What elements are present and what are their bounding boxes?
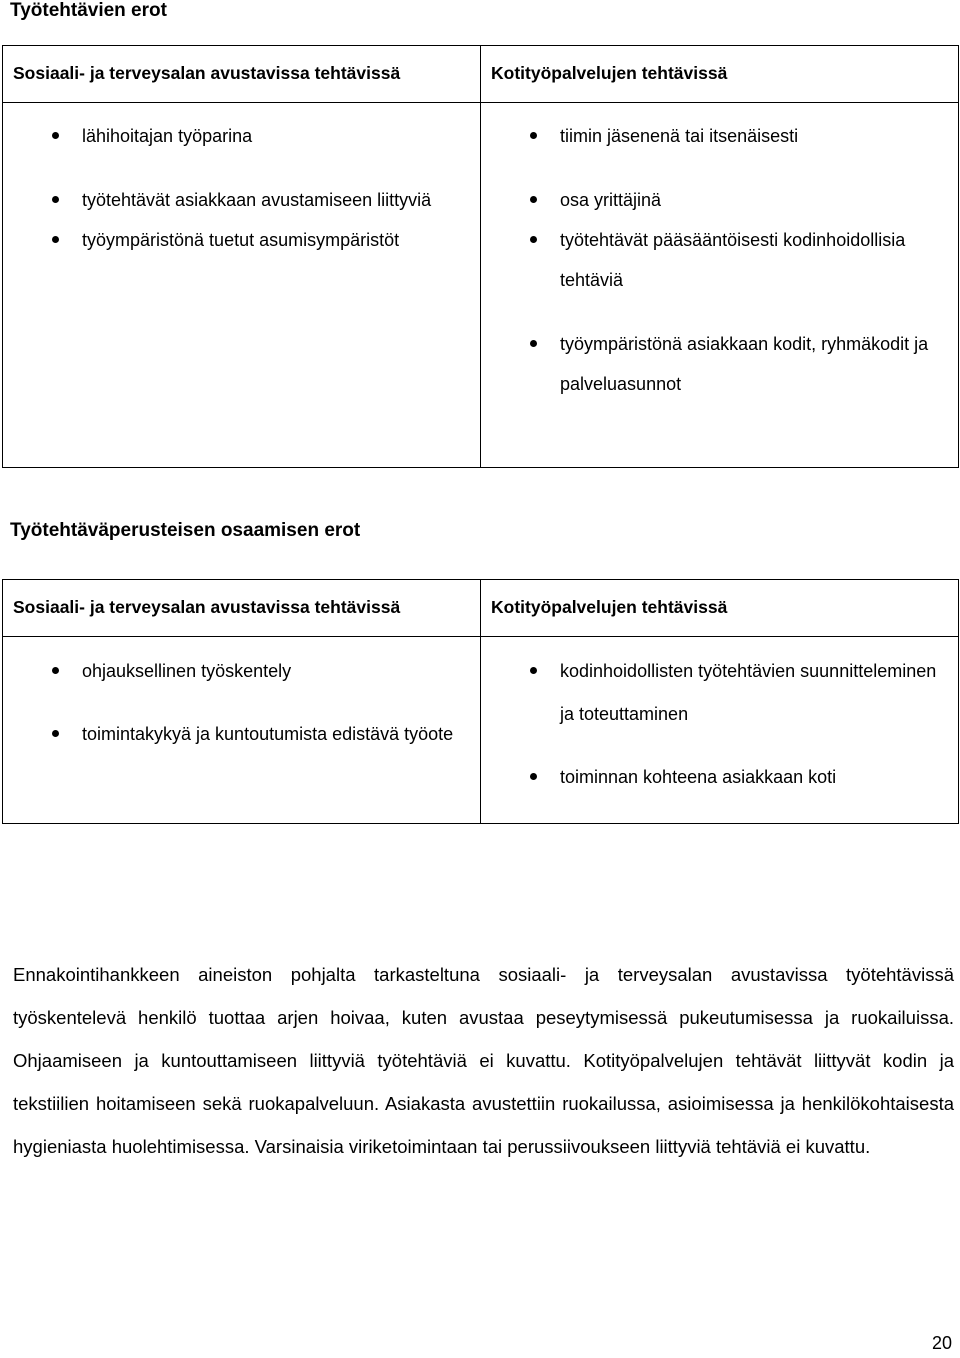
list-item: toimintakykyä ja kuntoutumista edistävä työote: [3, 713, 480, 756]
list-item: työympäristönä tuetut asumisympäristöt: [3, 220, 480, 260]
table-header-social-health: Sosiaali- ja terveysalan avustavissa tehtävissä: [3, 580, 481, 637]
competence-comparison-table: [2, 579, 959, 824]
list-item: kodinhoidollisten työtehtävien suunnitteleminen ja toteuttaminen: [481, 650, 958, 736]
section-title-competence: Työtehtäväperusteisen osaamisen erot: [10, 520, 361, 541]
table-header-social-health: Sosiaali- ja terveysalan avustavissa tehtävissä: [3, 46, 481, 103]
table-cell-social-health: [3, 637, 481, 824]
page-number: 20: [931, 1333, 952, 1353]
table-header-home-services: Kotityöpalvelujen tehtävissä: [481, 580, 959, 637]
list-item: osa yrittäjinä: [481, 180, 958, 220]
table-header-home-services: Kotityöpalvelujen tehtävissä: [481, 46, 959, 103]
list-item: toiminnan kohteena asiakkaan koti: [481, 756, 958, 799]
section-title-tasks: Työtehtävien erot: [10, 0, 167, 21]
tasks-comparison-table: [2, 45, 959, 468]
list-item: tiimin jäsenenä tai itsenäisesti: [481, 116, 958, 156]
body-paragraph: Ennakointihankkeen aineiston pohjalta tarkasteltuna sosiaali- ja terveysalan avustavissa työtehtävissä työskentelevä henkilö tuottaa arjen hoivaa, kuten avustaa peseytymisessä pukeutumisessa ja ruokailuissa. Ohjaamiseen ja kuntouttamiseen liittyviä työtehtäviä ei kuvattu. Kotityöpalvelujen tehtävät liittyvät kodin ja tekstiilien hoitamiseen sekä ruokapalveluun. Asiakasta avustettiin ruokailussa, asioimisessa ja henkilökohtaisesta hygieniasta huolehtimisessa. Varsinaisia viriketoimintaan tai perussiivoukseen liittyviä tehtäviä ei kuvattu.: [13, 963, 954, 1157]
list-item: ohjauksellinen työskentely: [3, 650, 480, 693]
table-cell-social-health: [3, 103, 481, 468]
list-item: työtehtävät pääsääntöisesti kodinhoidollisia tehtäviä: [481, 220, 958, 300]
table-cell-home-services: [481, 103, 959, 468]
list-item: työtehtävät asiakkaan avustamiseen liittyviä: [3, 180, 480, 220]
table-cell-home-services: [481, 637, 959, 824]
list-item: työympäristönä asiakkaan kodit, ryhmäkodit ja palveluasunnot: [481, 324, 958, 404]
list-item: lähihoitajan työparina: [3, 116, 480, 156]
